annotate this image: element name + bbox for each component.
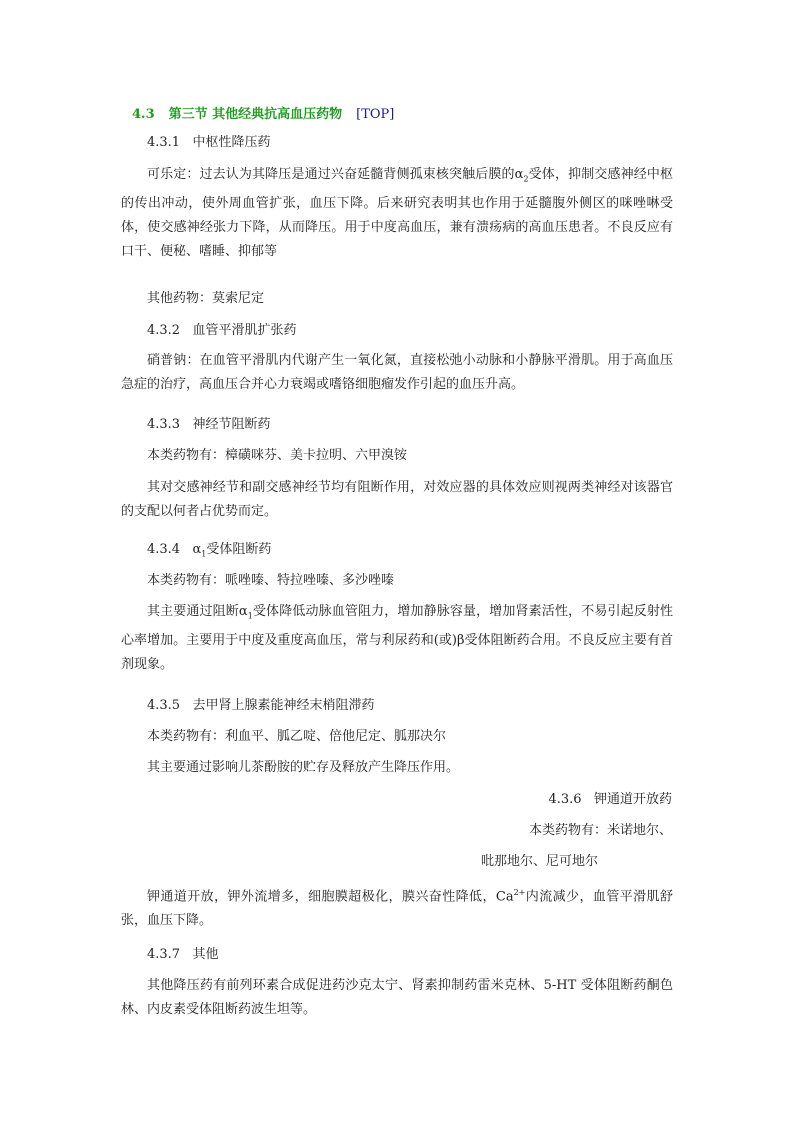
subsection-4-3-1 <box>147 131 271 155</box>
subsection-4-3-4: 4.3.4 $\alpha_1$受体阻断药 <box>147 542 272 559</box>
subsection-4-3-7 <box>147 943 219 967</box>
subsection-title: 受体阻断药 <box>206 542 272 557</box>
paragraph-ganglionic-effect: 其对交感神经节和副交感神经节均有阻断作用，对效应器的具体效应则视两类神经对该器官的支配以何者占优势而定。 <box>121 480 673 519</box>
subsection-title: 钾通道开放药 <box>593 792 672 807</box>
paragraph-ganglionic-drugs: 本类药物有：樟磺咪芬、美卡拉明、六甲溴铵 <box>147 448 408 463</box>
paragraph-other-central: 其他药物：莫索尼定 <box>147 291 265 306</box>
subsection-title: 中枢性降压药 <box>192 135 271 150</box>
section-heading <box>132 103 394 122</box>
subsection-number: 4.3.4 <box>147 542 181 557</box>
top-link[interactable]: [TOP] <box>356 107 395 122</box>
subsection-4-3-3 <box>147 413 271 437</box>
paragraph-nitroprusside: 硝普钠：在血管平滑肌内代谢产生一氧化氮，直接松弛小动脉和小静脉平滑肌。用于高血压急症的治疗，高血压合并心力衰竭或嗜铬细胞瘤发作引起的血压升高。 <box>121 353 673 392</box>
subsection-4-3-5 <box>147 694 375 718</box>
subsection-4-3-6 <box>549 788 673 812</box>
subsection-number: 4.3.7 <box>147 947 181 962</box>
subsection-number: 4.3.6 <box>548 792 582 807</box>
paragraph-adrenergic-effect: 其主要通过影响儿茶酚胺的贮存及释放产生降压作用。 <box>147 760 460 775</box>
subsection-number: 4.3.2 <box>147 323 181 338</box>
paragraph-alpha1-drugs: 本类药物有：哌唑嗪、特拉唑嗪、多沙唑嗪 <box>147 573 395 588</box>
paragraph-kopen-effect: 钾通道开放，钾外流增多，细胞膜超极化，膜兴奋性降低，$Ca^{2+}$内流减少，血管平滑肌舒张，血压下降。 <box>121 888 673 929</box>
subsection-title: 其他 <box>192 947 219 962</box>
paragraph-kopen-drugs-2: 吡那地尔、尼可地尔 <box>480 854 598 869</box>
heading-title: 第三节 其他经典抗高血压药物 <box>168 107 343 122</box>
subsection-number: 4.3.3 <box>147 417 181 432</box>
subsection-4-3-2 <box>147 319 297 343</box>
paragraph-kopen-drugs-1: 本类药物有：米诺地尔、 <box>528 823 672 838</box>
subsection-title: 去甲肾上腺素能神经末梢阻滞药 <box>192 698 375 713</box>
paragraph-adrenergic-drugs: 本类药物有：利血平、胍乙啶、倍他尼定、胍那决尔 <box>147 729 447 744</box>
subsection-number: 4.3.5 <box>147 698 181 713</box>
paragraph-clonidine: 可乐定：过去认为其降压是通过兴奋延髓背侧孤束核突触后膜的$\alpha_2$受体，抑制交感神经中枢的传出冲动，使外周血管扩张，血压下降。后来研究表明其也作用于延髓腹外侧区的咪唑啉受体，使交感神经张力下降，从而降压。用于中度高血压，兼有溃疡病的高血压患者。不良反应有口干、便秘、嗜睡、抑郁等 <box>121 167 673 259</box>
subsection-number: 4.3.1 <box>147 135 181 150</box>
subsection-title: 神经节阻断药 <box>192 417 271 432</box>
paragraph-alpha1-effect: 其主要通过阻断$\alpha_1$受体降低动脉血管阻力，增加静脉容量，增加肾素活性，不易引起反射性心率增加。主要用于中度及重度高血压，常与利尿药和(或)β受体阻断药合用。不良反应主要有首剂现象。 <box>121 604 673 672</box>
heading-number: 4.3 <box>132 107 155 122</box>
paragraph-others: 其他降压药有前列环素合成促进药沙克太宁、肾素抑制药雷米克林、5-HT 受体阻断药酮色林、内皮素受体阻断药波生坦等。 <box>121 978 673 1017</box>
subsection-title: 血管平滑肌扩张药 <box>192 323 297 338</box>
